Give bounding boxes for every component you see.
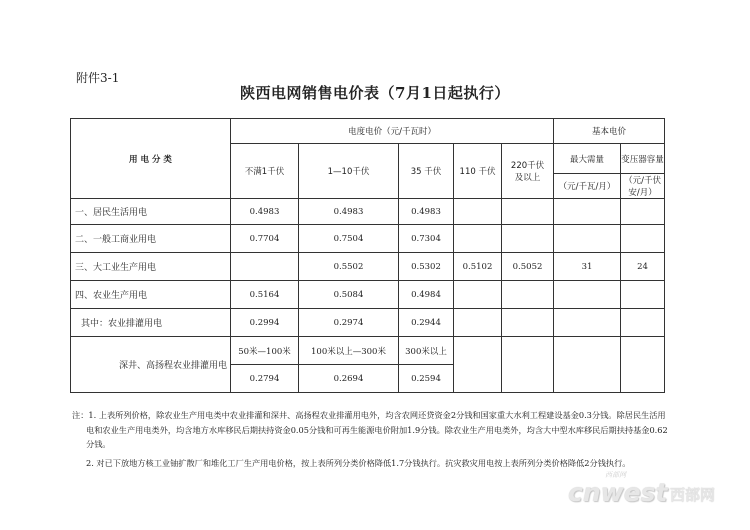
empty-cell bbox=[454, 337, 502, 393]
watermark-brand: cnwest bbox=[568, 478, 668, 507]
price-cell: 0.2944 bbox=[399, 309, 454, 337]
basic-unit-transformer: （元/千伏安/月） bbox=[621, 174, 665, 199]
watermark-small-text: 西部网 bbox=[605, 471, 626, 479]
price-cell: 0.5084 bbox=[299, 281, 399, 309]
price-cell bbox=[502, 281, 554, 309]
depth-label: 50米—100米 bbox=[231, 337, 299, 365]
category-header: 用 电 分 类 bbox=[71, 119, 231, 199]
energy-price-header: 电度电价（元/千瓦时） bbox=[231, 119, 554, 144]
price-cell bbox=[502, 199, 554, 225]
voltage-header-110kv: 110 千伏 bbox=[454, 144, 502, 199]
row-category: 三、大工业生产用电 bbox=[71, 253, 231, 281]
attachment-label: 附件3-1 bbox=[76, 71, 120, 85]
price-cell: 0.2794 bbox=[231, 365, 299, 393]
basic-cell bbox=[554, 225, 621, 253]
price-cell: 0.7504 bbox=[299, 225, 399, 253]
price-cell: 0.5164 bbox=[231, 281, 299, 309]
note-2: 2. 对已下放地方核工业铀扩散厂和堆化工厂生产用电价格，按上表所列分类价格降低1.7分钱执行。抗灾救灾用电按上表所列分类价格降低2分钱执行。 bbox=[86, 457, 631, 468]
basic-cell bbox=[621, 225, 665, 253]
price-cell bbox=[454, 199, 502, 225]
price-cell: 0.5052 bbox=[502, 253, 554, 281]
page-title: 陕西电网销售电价表（7月1日起执行） bbox=[240, 84, 510, 102]
row-category: 其中：农业排灌用电 bbox=[71, 309, 231, 337]
price-cell bbox=[502, 309, 554, 337]
notes bbox=[72, 408, 672, 470]
price-cell: 0.5302 bbox=[399, 253, 454, 281]
basic-cell bbox=[554, 199, 621, 225]
price-cell: 0.2694 bbox=[299, 365, 399, 393]
table-row bbox=[71, 225, 665, 253]
empty-cell bbox=[621, 337, 665, 393]
row-category: 二、一般工商业用电 bbox=[71, 225, 231, 253]
price-cell: 0.4983 bbox=[299, 199, 399, 225]
basic-header-max-demand: 最大需量 bbox=[554, 144, 621, 174]
deep-well-depth-row bbox=[71, 337, 665, 365]
row-category: 一、居民生活用电 bbox=[71, 199, 231, 225]
basic-price-header: 基本电价 bbox=[554, 119, 665, 144]
price-cell: 0.4984 bbox=[399, 281, 454, 309]
price-cell bbox=[502, 225, 554, 253]
voltage-header-1-10kv: 1—10千伏 bbox=[299, 144, 399, 199]
row-category: 深井、高扬程农业排灌用电 bbox=[71, 337, 231, 393]
depth-label: 100米以上—300米 bbox=[299, 337, 399, 365]
price-cell: 0.7704 bbox=[231, 225, 299, 253]
basic-cell bbox=[554, 309, 621, 337]
price-cell bbox=[454, 225, 502, 253]
price-cell bbox=[454, 281, 502, 309]
basic-header-transformer: 变压器容量 bbox=[621, 144, 665, 174]
price-cell: 0.5502 bbox=[299, 253, 399, 281]
voltage-header-lt1kv: 不满1千伏 bbox=[231, 144, 299, 199]
basic-cell bbox=[621, 309, 665, 337]
table-row bbox=[71, 309, 665, 337]
price-cell: 0.2994 bbox=[231, 309, 299, 337]
basic-unit-max-demand: （元/千瓦/月） bbox=[554, 174, 621, 199]
price-cell bbox=[454, 309, 502, 337]
price-cell: 0.4983 bbox=[231, 199, 299, 225]
basic-cell bbox=[621, 281, 665, 309]
table-row bbox=[71, 199, 665, 225]
basic-cell: 24 bbox=[621, 253, 665, 281]
basic-cell: 31 bbox=[554, 253, 621, 281]
price-cell: 0.2974 bbox=[299, 309, 399, 337]
price-cell: 0.7304 bbox=[399, 225, 454, 253]
voltage-header-35kv: 35 千伏 bbox=[399, 144, 454, 199]
price-cell: 0.5102 bbox=[454, 253, 502, 281]
basic-cell bbox=[621, 199, 665, 225]
price-cell: 0.4983 bbox=[399, 199, 454, 225]
empty-cell bbox=[502, 337, 554, 393]
note-1: 注：1. 上表所列价格，除农业生产用电类中农业排灌和深井、高扬程农业排灌用电外，均含农网还贷资金2分钱和国家重大水利工程建设基金0.3分钱。除居民生活用电和农业生产用电类外，均含地方水库移民后期扶持资金0.05分钱和可再生能源电价附加1.9分钱。除农业生产用电类外，均含大中型水库移民后期扶持基金0.62分钱。 bbox=[72, 410, 668, 449]
price-cell: 0.2594 bbox=[399, 365, 454, 393]
voltage-header-220kv: 220千伏及以上 bbox=[502, 144, 554, 199]
table-row bbox=[71, 253, 665, 281]
header-row-1 bbox=[71, 119, 665, 144]
basic-cell bbox=[554, 281, 621, 309]
row-category: 四、农业生产用电 bbox=[71, 281, 231, 309]
table-row bbox=[71, 281, 665, 309]
watermark-brand-cn: 西部网 bbox=[670, 486, 716, 504]
price-table bbox=[70, 118, 665, 393]
empty-cell bbox=[554, 337, 621, 393]
depth-label: 300米以上 bbox=[399, 337, 454, 365]
price-cell bbox=[231, 253, 299, 281]
cnwest-watermark-logo bbox=[568, 471, 748, 512]
